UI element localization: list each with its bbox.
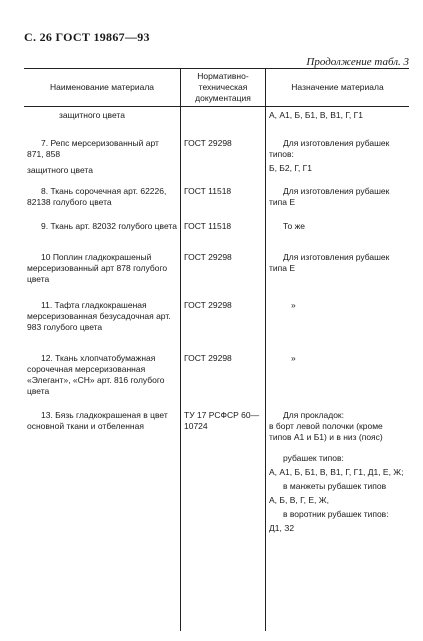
cell-text: рубашек типов: xyxy=(283,452,344,463)
cell-text: 8. Ткань сорочечная арт. 62226, 82138 голубого цвета xyxy=(27,185,167,207)
table-continuation-label: Продолжение табл. 3 xyxy=(306,56,409,68)
cell-text: в воротник рубашек типов: xyxy=(283,509,389,520)
cell-doc xyxy=(181,107,266,132)
cell-text: ГОСТ 11518 xyxy=(184,185,232,196)
cell-material xyxy=(24,212,181,242)
column-header-material: Наименование материала xyxy=(24,69,181,107)
cell-text: 9. Ткань арт. 82032 голубого цвета xyxy=(41,220,177,231)
table-row xyxy=(24,132,409,176)
cell-text: 13. Бязь гладкокрашеная в цвет основной ткани и отбеленная xyxy=(27,409,168,431)
cell-purpose xyxy=(266,402,410,631)
table-row xyxy=(24,176,409,212)
table-row xyxy=(24,107,409,132)
cell-text: » xyxy=(291,299,296,310)
cell-text: ГОСТ 29298 xyxy=(184,137,232,148)
cell-purpose xyxy=(266,242,410,292)
column-header-purpose: Назначение материала xyxy=(266,69,410,107)
cell-text: защитного цвета xyxy=(27,164,93,175)
cell-text: защитного цвета xyxy=(59,110,125,121)
cell-doc xyxy=(181,176,266,212)
cell-text: 7. Репс мерсеризованный арт 871, 858 xyxy=(27,137,159,159)
cell-text: ГОСТ 29298 xyxy=(184,352,232,363)
cell-material xyxy=(24,402,181,631)
cell-text: Для изготовления рубашек типа Е xyxy=(269,185,390,207)
cell-text: Б, Б2, Г, Г1 xyxy=(269,162,312,173)
cell-text: ГОСТ 29298 xyxy=(184,251,232,262)
table-row xyxy=(24,347,409,402)
table-row xyxy=(24,212,409,242)
table-row xyxy=(24,242,409,292)
cell-doc xyxy=(181,402,266,631)
page-header: С. 26 ГОСТ 19867—93 xyxy=(24,30,150,44)
column-header-documentation: Нормативно- техническая документация xyxy=(181,69,266,107)
cell-text: 11. Тафта гладкокрашеная мерсеризованная безусадочная арт. 983 голубого цвета xyxy=(27,299,171,332)
cell-text: » xyxy=(291,352,296,363)
cell-purpose xyxy=(266,132,410,176)
cell-text: Д1, З2 xyxy=(269,523,295,534)
cell-purpose xyxy=(266,292,410,347)
cell-material xyxy=(24,292,181,347)
cell-text: То же xyxy=(283,220,306,231)
cell-doc xyxy=(181,132,266,176)
table-header-row xyxy=(24,69,409,107)
cell-purpose xyxy=(266,176,410,212)
cell-text: ГОСТ 29298 xyxy=(184,299,232,310)
table-row xyxy=(24,402,409,631)
cell-material xyxy=(24,132,181,176)
cell-text: в борт левой полочки (кроме типов А1 и Б1) и в низ (пояс) xyxy=(269,420,383,442)
cell-text: в манжеты рубашек типов xyxy=(283,481,387,492)
cell-text: ГОСТ 11518 xyxy=(184,220,232,231)
cell-text: А, А1, Б, Б1, В, В1, Г, Г1 xyxy=(269,110,363,121)
cell-purpose xyxy=(266,212,410,242)
cell-text: 10 Поплин гладкокрашеный мерсеризованный арт 878 голубого цвета xyxy=(27,251,168,284)
cell-doc xyxy=(181,292,266,347)
cell-text: 12. Ткань хлопчатобумажная сорочечная мерсеризованная «Элегант», «СН» арт. 816 голубого цвета xyxy=(27,352,165,396)
cell-text: ТУ 17 РСФСР 60—10724 xyxy=(184,409,260,431)
cell-purpose xyxy=(266,347,410,402)
cell-material xyxy=(24,107,181,132)
cell-text: Для прокладок: xyxy=(283,409,345,420)
cell-material xyxy=(24,176,181,212)
cell-material xyxy=(24,347,181,402)
cell-doc xyxy=(181,242,266,292)
cell-doc xyxy=(181,347,266,402)
cell-purpose xyxy=(266,107,410,132)
cell-doc xyxy=(181,212,266,242)
cell-text: А, Б, В, Г, Е, Ж, xyxy=(269,495,329,506)
materials-table xyxy=(24,68,409,631)
cell-text: Для изготовления рубашек типа Е xyxy=(269,251,390,273)
cell-text: Для изготовления рубашек типов: xyxy=(269,137,390,159)
cell-material xyxy=(24,242,181,292)
table-row xyxy=(24,292,409,347)
cell-text: А, А1, Б, Б1, В, В1, Г, Г1, Д1, Е, Ж; xyxy=(269,466,404,477)
